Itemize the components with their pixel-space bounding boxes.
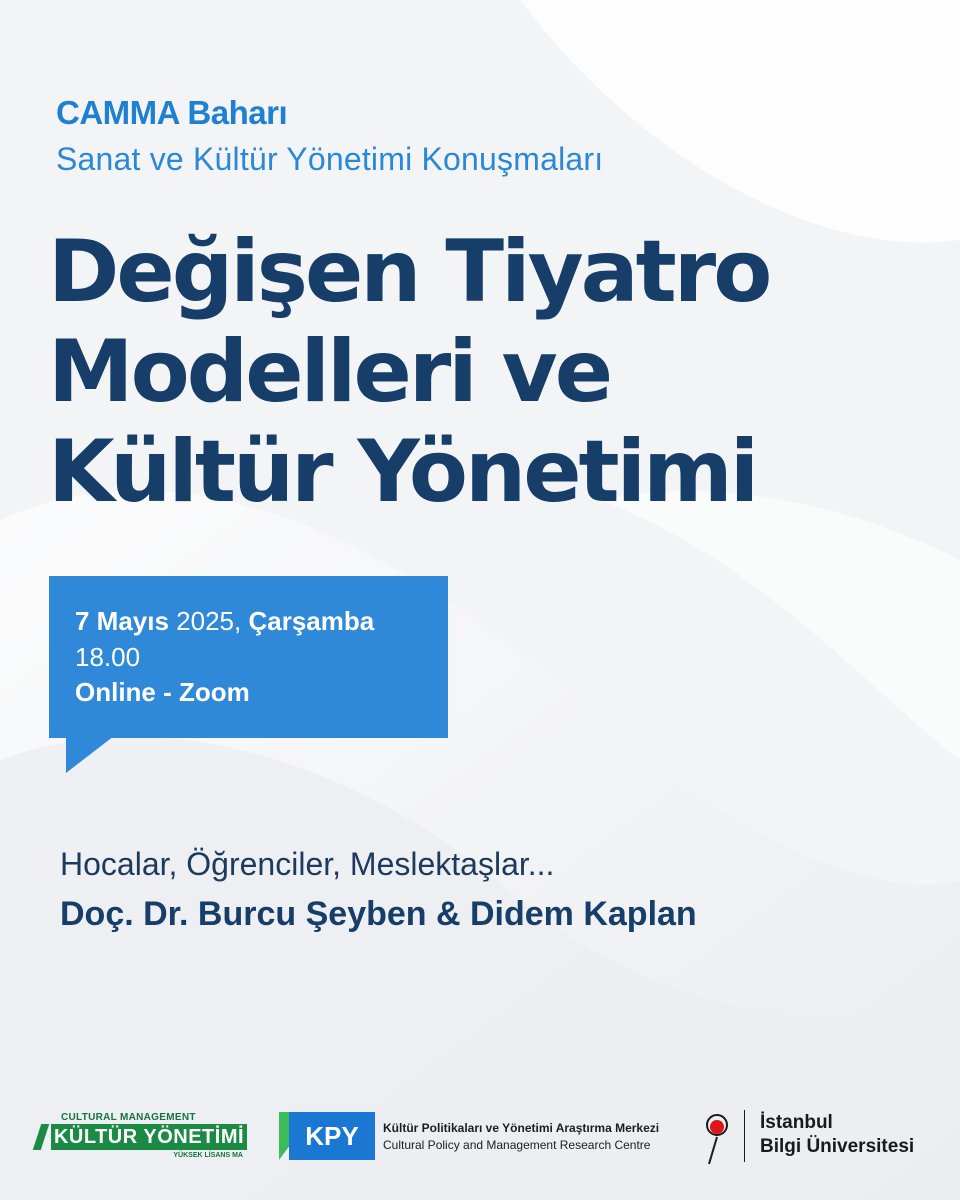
event-title [48, 222, 769, 522]
series-title: CAMMA Baharı [56, 94, 288, 131]
ky-logo-main-text: KÜLTÜR YÖNETİMİ [51, 1124, 247, 1150]
event-title-line-1: Değişen Tiyatro [48, 222, 770, 322]
series-subtitle: Sanat ve Kültür Yönetimi Konuşmaları [56, 141, 604, 177]
event-info-box [49, 576, 448, 738]
bilgi-name-line-2: Bilgi Üniversitesi [760, 1136, 915, 1157]
kpy-name-tr: Kültür Politikaları ve Yönetimi Araştırma Merkezi [383, 1121, 660, 1135]
kpy-logo [279, 1112, 375, 1160]
bilgi-university-name [760, 1111, 914, 1159]
bilgi-logo-divider [744, 1110, 745, 1162]
speaker-names: Doç. Dr. Burcu Şeyben & Didem Kaplan [60, 895, 697, 933]
event-title-line-2: Modelleri ve [48, 322, 611, 422]
kultur-yonetimi-logo [37, 1112, 247, 1162]
kpy-logo-text [383, 1120, 659, 1154]
bilgi-name-line-1: İstanbul [760, 1112, 833, 1133]
event-weekday: Çarşamba [248, 606, 375, 636]
kpy-name-en: Cultural Policy and Management Research Centre [383, 1138, 651, 1152]
bilgi-university-emblem-icon [703, 1110, 731, 1166]
speakers-intro: Hocalar, Öğrenciler, Meslektaşlar... [60, 846, 555, 882]
event-title-line-3: Kültür Yönetimi [48, 422, 757, 522]
speech-bubble-tail [66, 736, 116, 774]
event-location: Online - Zoom [75, 677, 250, 707]
event-date [75, 606, 374, 637]
event-date-year: 2025, [168, 606, 249, 636]
event-time: 18.00 [75, 642, 141, 672]
ky-logo-top-text: CULTURAL MANAGEMENT [61, 1112, 196, 1123]
event-date-day: 7 Mayıs [75, 606, 169, 636]
kpy-logo-mark: KPY [289, 1112, 375, 1160]
ky-logo-bottom-text: YÜKSEK LİSANS MA [173, 1152, 243, 1159]
